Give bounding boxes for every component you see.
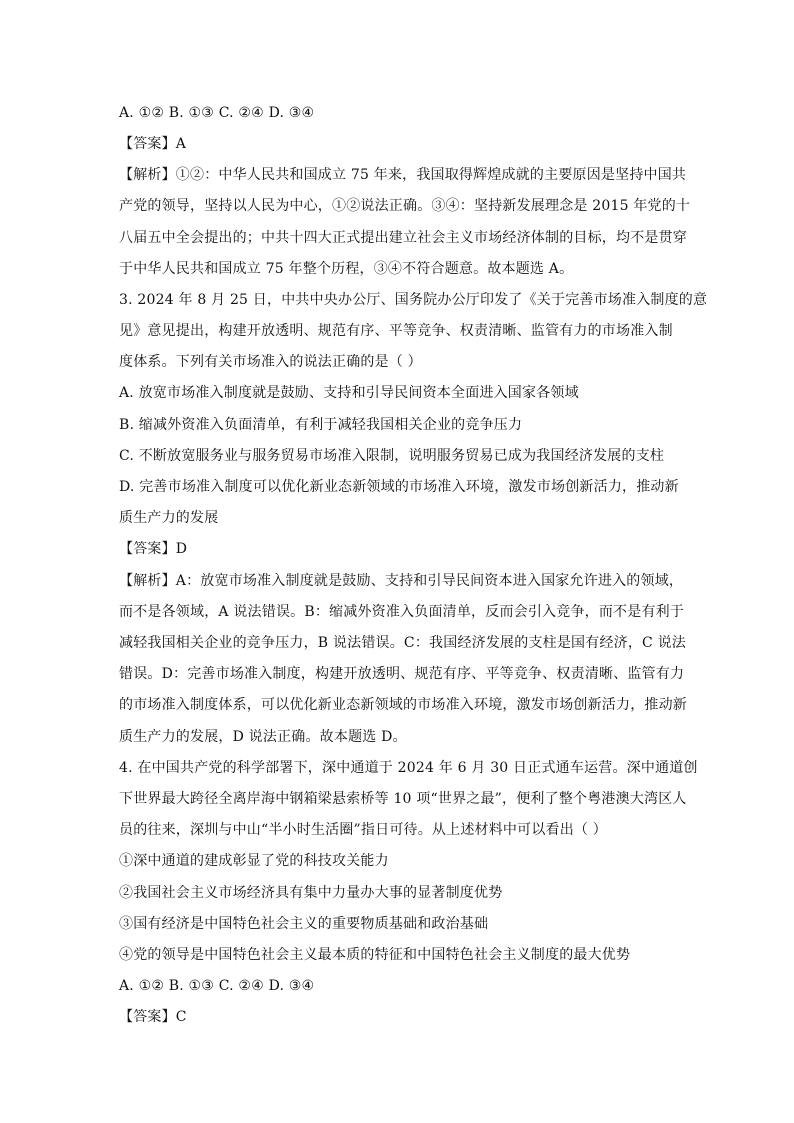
q3-option-d-cont: 质生产力的发展 bbox=[119, 510, 219, 526]
q4-options: A. ①② B. ①③ C. ②④ D. ③④ bbox=[119, 978, 315, 994]
q2-options: A. ①② B. ①③ C. ②④ D. ③④ bbox=[119, 105, 315, 121]
q3-stem-line: 见》意见提出，构建开放透明、规范有序、平等竞争、权责清晰、监管有力的市场准入制 bbox=[119, 323, 673, 339]
q3-analysis-line: 【解析】A：放宽市场准入制度就是鼓励、支持和引导民间资本进入国家允许进入的领域， bbox=[119, 573, 684, 589]
q3-option-a: A. 放宽市场准入制度就是鼓励、支持和引导民间资本全面进入国家各领域 bbox=[119, 385, 579, 401]
q3-analysis-line: 减轻我国相关企业的竞争压力，B 说法错误。C：我国经济发展的支柱是国有经济，C 说法 bbox=[119, 635, 687, 651]
q2-analysis-line: 产党的领导，坚持以人民为中心，①②说法正确。③④：坚持新发展理念是 2015 年党的十 bbox=[119, 198, 691, 214]
q3-stem-line: 3. 2024 年 8 月 25 日，中共中央办公厅、国务院办公厅印发了《关于完善市场准入制度的意 bbox=[119, 292, 708, 308]
q4-stem-line: 下世界最大跨径全离岸海中钢箱梁悬索桥等 10 项“世界之最”，便利了整个粤港澳大湾区人 bbox=[119, 791, 687, 807]
q3-option-d: D. 完善市场准入制度可以优化新业态新领域的市场准入环境，激发市场创新活力，推动新 bbox=[119, 479, 679, 495]
q3-analysis-line: 而不是各领域，A 说法错误。B：缩减外资准入负面清单，反而会引入竞争，而不是有利于 bbox=[119, 604, 685, 620]
q3-answer: 【答案】D bbox=[119, 541, 188, 557]
q3-analysis-line: 错误。D：完善市场准入制度，构建开放透明、规范有序、平等竞争、权责清晰、监管有力 bbox=[119, 666, 685, 682]
q4-statement-2: ②我国社会主义市场经济具有集中力量办大事的显著制度优势 bbox=[119, 885, 503, 901]
q4-statement-1: ①深中通道的建成彰显了党的科技攻关能力 bbox=[119, 853, 389, 869]
q4-stem-line: 4. 在中国共产党的科学部署下，深中通道于 2024 年 6 月 30 日正式通车运营。深中通道创 bbox=[119, 760, 698, 776]
q2-analysis-line: 八届五中全会提出的；中共十四大正式提出建立社会主义市场经济体制的目标，均不是贯穿 bbox=[119, 230, 687, 246]
q3-stem-line: 度体系。下列有关市场准入的说法正确的是（ ） bbox=[119, 354, 422, 370]
q4-stem-line: 员的往来，深圳与中山“半小时生活圈”指日可待。从上述材料中可以看出（ ） bbox=[119, 822, 607, 838]
q4-answer: 【答案】C bbox=[119, 1009, 187, 1025]
q3-analysis-line: 的市场准入制度体系，可以优化新业态新领域的市场准入环境，激发市场创新活力，推动新 bbox=[119, 697, 687, 713]
q3-option-c: C. 不断放宽服务业与服务贸易市场准入限制，说明服务贸易已成为我国经济发展的支柱 bbox=[119, 448, 665, 464]
q2-answer: 【答案】A bbox=[119, 136, 187, 152]
q4-statement-3: ③国有经济是中国特色社会主义的重要物质基础和政治基础 bbox=[119, 916, 489, 932]
q3-analysis-line: 质生产力的发展，D 说法正确。故本题选 D。 bbox=[119, 729, 407, 745]
q2-analysis-line: 【解析】①②：中华人民共和国成立 75 年来，我国取得辉煌成就的主要原因是坚持中国共 bbox=[119, 167, 687, 183]
q2-analysis-line: 于中华人民共和国成立 75 年整个历程，③④不符合题意。故本题选 A。 bbox=[119, 261, 574, 277]
q4-statement-4: ④党的领导是中国特色社会主义最本质的特征和中国特色社会主义制度的最大优势 bbox=[119, 947, 631, 963]
q3-option-b: B. 缩减外资准入负面清单，有利于减轻我国相关企业的竞争压力 bbox=[119, 417, 523, 433]
